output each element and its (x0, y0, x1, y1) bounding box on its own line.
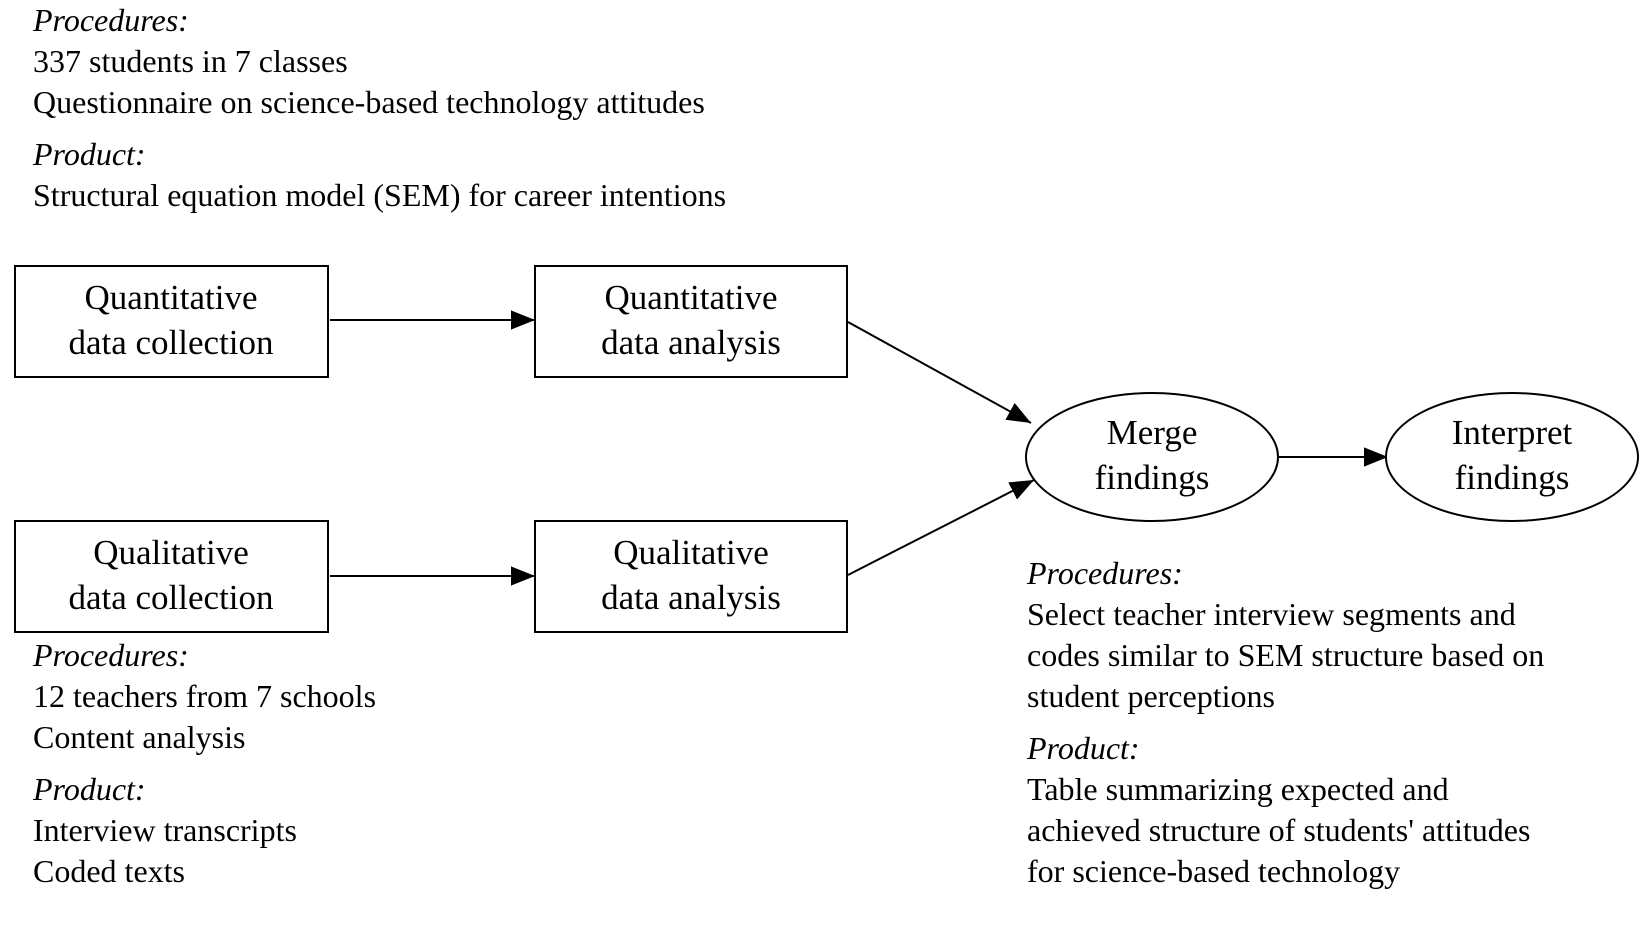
node-qualitative-data-collection (15, 521, 328, 632)
product-line: Coded texts (33, 853, 185, 889)
procedure-line: Questionnaire on science-based technology attitudes (33, 84, 705, 120)
procedure-line: student perceptions (1027, 678, 1275, 714)
node-qualitative-data-analysis (535, 521, 847, 632)
node-label: Quantitative (84, 278, 258, 317)
procedures-heading: Procedures: (33, 2, 189, 38)
procedure-line: 12 teachers from 7 schools (33, 678, 377, 714)
node-label: findings (1454, 458, 1570, 497)
node-quantitative-data-analysis (535, 266, 847, 377)
node-label: data collection (68, 578, 274, 617)
node-label: Merge (1106, 413, 1198, 452)
procedure-line: Content analysis (33, 719, 246, 755)
product-line: Interview transcripts (33, 812, 297, 848)
node-label: Interpret (1451, 413, 1573, 452)
procedure-line: codes similar to SEM structure based on (1027, 637, 1545, 673)
node-label: data collection (68, 323, 274, 362)
node-label: data analysis (601, 323, 781, 362)
node-label: Quantitative (604, 278, 778, 317)
product-line: Structural equation model (SEM) for career intentions (33, 177, 727, 213)
node-interpret-findings (1386, 393, 1638, 521)
product-heading: Product: (33, 136, 146, 172)
procedure-line: Select teacher interview segments and (1027, 596, 1516, 632)
node-label: Qualitative (613, 533, 769, 572)
node-label: data analysis (601, 578, 781, 617)
procedures-heading: Procedures: (1027, 555, 1183, 591)
node-quantitative-data-collection (15, 266, 328, 377)
product-line: for science-based technology (1027, 853, 1401, 889)
product-heading: Product: (33, 771, 146, 807)
node-label: findings (1094, 458, 1210, 497)
product-line: Table summarizing expected and (1027, 771, 1449, 807)
product-line: achieved structure of students' attitudes (1027, 812, 1531, 848)
procedures-heading: Procedures: (33, 637, 189, 673)
node-merge-findings (1026, 393, 1278, 521)
product-heading: Product: (1027, 730, 1140, 766)
arrow-qual-analysis-to-merge (848, 480, 1034, 575)
node-label: Qualitative (93, 533, 249, 572)
arrow-quant-analysis-to-merge (848, 322, 1031, 423)
procedure-line: 337 students in 7 classes (33, 43, 348, 79)
